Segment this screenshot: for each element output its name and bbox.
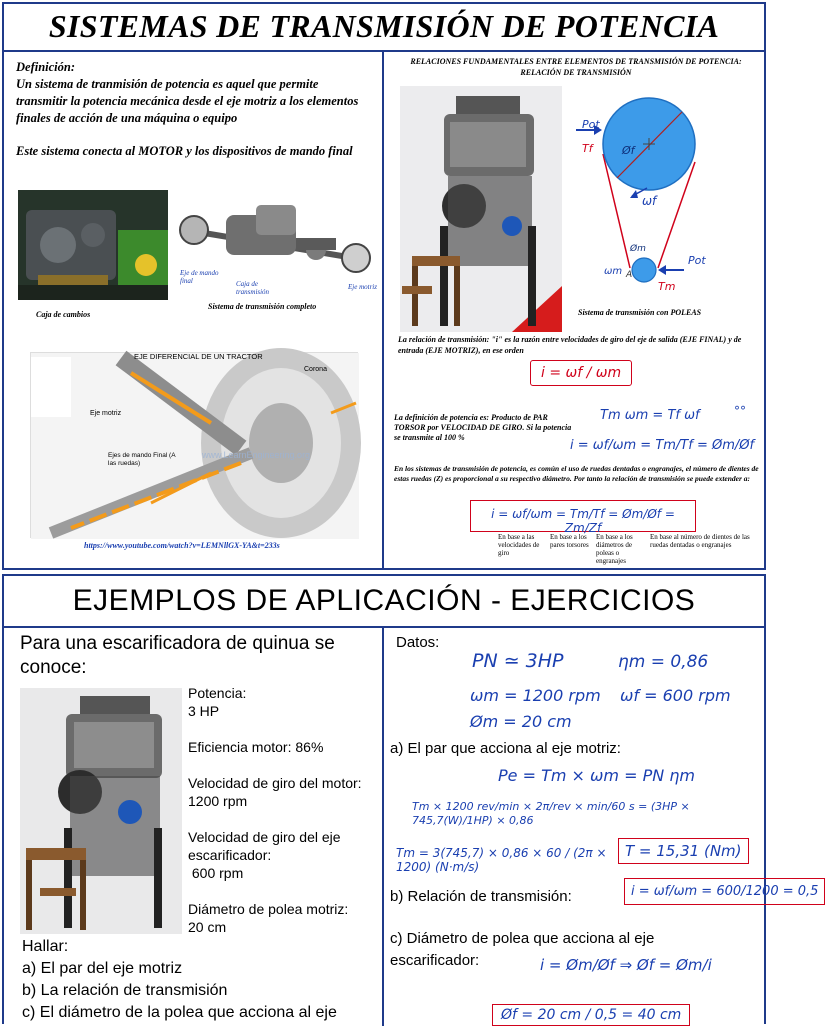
right-heading: RELACIONES FUNDAMENTALES ENTRE ELEMENTOS DE TRANSMISIÓN DE POTENCIA: RELACIÓN DE TRANSMISIÓN <box>410 57 742 77</box>
spec-pulley-diameter-label: Diámetro de polea motriz: <box>188 901 349 917</box>
diff-corona: Corona <box>304 366 327 373</box>
hand-eq1: Tm ωm = Tf ωf <box>600 408 700 423</box>
relation-text: La relación de transmisión: "i" es la razón entre velocidades de giro del eje de salida (EJE FINAL) y de entrada (EJE MOTRIZ), en ese orden <box>398 335 742 355</box>
spec-pulley-diameter-value: 20 cm <box>188 919 227 935</box>
question-a: a) El par del eje motriz <box>22 960 183 977</box>
dato-pn: PN ≃ 3HP <box>472 650 564 672</box>
caption-gearbox: Caja de cambios <box>36 310 91 319</box>
pulley-pot-top: Pot <box>582 118 600 131</box>
formula-i: i = ωf / ωm <box>530 360 632 386</box>
caption-full-system: Sistema de transmisión completo <box>208 302 317 311</box>
machine-photo-top <box>400 86 562 332</box>
big-formula: i = ωf/ωm = Tm/Tf = Øm/Øf = Zm/Zf <box>470 500 696 532</box>
bottom-title-divider <box>4 626 764 628</box>
bottom-title: EJEMPLOS DE APLICACIÓN - EJERCICIOS <box>72 584 696 617</box>
label-caja-transmision: Caja de transmisión <box>236 280 270 296</box>
spec-pulley-diameter <box>188 900 378 936</box>
dato-wm: ωm = 1200 rpm <box>470 686 601 705</box>
hallar-block <box>22 936 380 1024</box>
label-eje-mando-final: Eje de mando final <box>180 269 219 285</box>
top-panel <box>2 2 766 570</box>
question-b: b) La relación de transmisión <box>22 982 228 999</box>
spec-motor-speed <box>188 774 378 810</box>
machine-photo-bottom <box>20 688 182 934</box>
definition-heading: Definición: <box>16 60 76 74</box>
gearbox-photo <box>18 190 168 300</box>
dato-eta: ηm = 0,86 <box>618 652 709 672</box>
bottom-panel <box>2 574 819 1024</box>
pulley-phi-m: Øm <box>630 244 646 254</box>
hand-eq2: i = ωf/ωm = Tm/Tf = Øm/Øf <box>570 438 755 453</box>
spec-motor-speed-label: Velocidad de giro del motor: <box>188 775 362 791</box>
power-def: La definición de potencia es: Producto de PAR TORSOR por VELOCIDAD DE GIRO. Si la potencia se transmite al 100 % <box>394 413 572 442</box>
basis-1: En base a las velocidades de giro <box>498 533 540 557</box>
qa-result: T = 15,31 (Nm) <box>618 838 749 864</box>
question-a-heading: a) El par que acciona al eje motriz: <box>390 740 621 757</box>
qa-eq2: Tm × 1200 rev/min × 2π/rev × min/60 s = (3HP × 745,7(W)/1HP) × 0,86 <box>412 800 690 827</box>
spec-efficiency <box>188 738 378 756</box>
diff-ejes-mando: Ejes de mando Final (A las ruedas) <box>108 452 176 467</box>
spec-power-label: Potencia: <box>188 685 247 701</box>
spec-list <box>188 684 378 936</box>
title-divider <box>4 50 764 52</box>
basis-3: En base a los diámetros de poleas o engranajes <box>596 533 633 565</box>
spec-shaft-speed-value: 600 rpm <box>188 865 244 881</box>
qa-eq3: Tm = 3(745,7) × 0,86 × 60 / (2π × 1200) (N·m/s) <box>396 846 607 874</box>
youtube-link[interactable]: https://www.youtube.com/watch?v=LEMNllGX-YA&t=233s <box>84 541 280 550</box>
top-title: SISTEMAS DE TRANSMISIÓN DE POTENCIA <box>48 8 720 44</box>
hand-eq1-mark: °° <box>734 404 746 418</box>
question-c: c) El diámetro de la polea que acciona al eje <box>22 1004 337 1021</box>
question-c-heading: c) Diámetro de polea que acciona al eje escarificador: <box>390 930 655 969</box>
basis-4: En base al número de dientes de las ruedas dentadas o engranajes <box>650 533 750 549</box>
definition-text: Un sistema de tranmisión de potencia es aquel que permite transmitir la potencia mecánica desde el eje motriz a los elementos finales de acción de una máquina o equipo <box>16 77 359 125</box>
basis-2: En base a los pares torsores <box>550 533 589 549</box>
datos-label: Datos: <box>396 634 440 651</box>
gears-text: En los sistemas de transmisión de potencia, es común el uso de ruedas dentadas o engranajes, el número de dientes de estas ruedas (Z) es proporcional a su respectivo diámetro. Por tanto la relación de transmisión se puede extender a: <box>394 464 759 483</box>
qc-eq: i = Øm/Øf ⇒ Øf = Øm/i <box>540 956 712 974</box>
qc-result: Øf = 20 cm / 0,5 = 40 cm <box>492 1004 690 1026</box>
spec-shaft-speed-label: Velocidad de giro del eje escarificador: <box>188 829 341 863</box>
diff-eje-motriz: Eje motriz <box>90 410 122 417</box>
qa-eq1: Pe = Tm × ωm = PN ηm <box>498 766 695 785</box>
pulley-caption: Sistema de transmisión con POLEAS <box>578 308 702 317</box>
label-eje-motriz-small: Eje motriz <box>348 283 377 291</box>
differential-image <box>30 352 358 538</box>
column-divider <box>382 50 384 568</box>
dato-wf: ωf = 600 rpm <box>620 686 731 705</box>
qb-result: i = ωf/ωm = 600/1200 = 0,5 <box>624 878 825 905</box>
hallar-label: Hallar: <box>22 938 69 955</box>
spec-motor-speed-value: 1200 rpm <box>188 793 248 809</box>
diff-title: EJE DIFERENCIAL DE UN TRACTOR <box>134 352 263 361</box>
dato-phi-m: Øm = 20 cm <box>470 712 572 731</box>
pulley-wm: ωm <box>604 266 623 277</box>
spec-power <box>188 684 378 720</box>
question-b-heading: b) Relación de transmisión: <box>390 888 572 905</box>
pulley-wf: ωf <box>642 194 657 208</box>
connects-text: Este sistema conecta al MOTOR y los dispositivos de mando final <box>16 144 353 158</box>
pulley-phi-f: Øf <box>622 144 635 157</box>
problem-intro: Para una escarificadora de quinua se conoce: <box>20 633 335 678</box>
spec-efficiency-label: Eficiencia motor: 86% <box>188 739 324 755</box>
pulley-tm: Tm <box>658 280 676 293</box>
pulley-pot-bottom: Pot <box>688 254 706 267</box>
spec-power-value: 3 HP <box>188 703 220 719</box>
diff-watermark: www.LearnEngineering.org <box>202 450 311 460</box>
bottom-column-divider <box>382 626 384 1026</box>
pulley-a: A <box>626 270 633 280</box>
pulley-tf: Tf <box>582 142 593 155</box>
spec-shaft-speed <box>188 828 378 882</box>
